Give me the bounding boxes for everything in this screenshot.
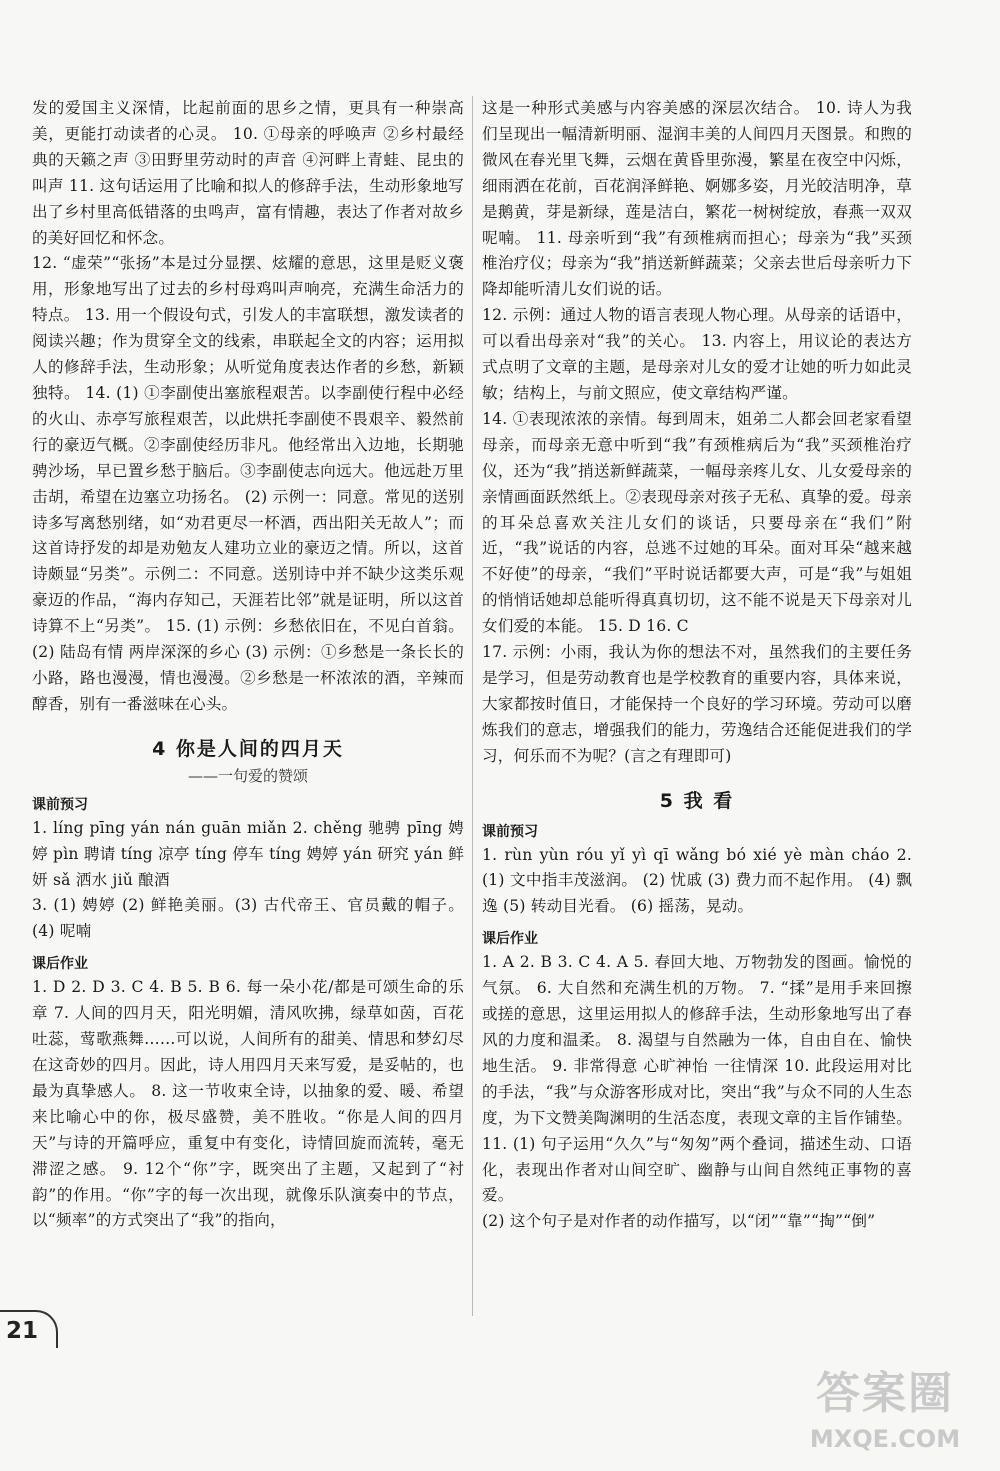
preview-label: 课前预习 [482, 823, 538, 840]
watermark-url: MXQE.COM [809, 1425, 961, 1453]
right-paragraph: 12. 示例：通过人物的语言表现人物心理。从母亲的话语中，可以看出母亲对“我”的关心。 13. 内容上，用议论的表达方式点明了文章的主题，是母亲对儿女的爱才让她的听力如此灵敏；结构上，与前文照应，使文章结构严谨。 [482, 306, 912, 402]
homework-label: 课后作业 [482, 931, 538, 948]
page-number: 21 [0, 1310, 58, 1348]
right-column [482, 96, 912, 1235]
homework-paragraph: (2) 这个句子是对作者的动作描写，以“闭”“靠”“掏”“倒” [482, 1212, 876, 1231]
preview-paragraph: 1. líng pīng yán nán guān miǎn 2. chěng 驰骋 pīng 娉婷 pìn 聘请 tíng 凉亭 tíng 停车 tíng 娉婷 yán 研究 yán 鲜妍 sǎ 洒水 jiǔ 酿酒 [32, 818, 464, 889]
homework-label: 课后作业 [32, 956, 88, 973]
homework-paragraph: 1. D 2. D 3. C 4. B 5. B 6. 每一朵小花/都是可颂生命的乐章 7. 人间的四月天，阳光明媚，清风吹拂，绿草如茵，百花吐蕊，莺歌燕舞……可以说，人间所有的甜美、情思和梦幻尽在这奇妙的四月。因此，诗人用四月天来写爱，是妥帖的，也最为真挚感人。 8. 这一节收束全诗，以抽象的爱、暖、希望来比喻心中的你，极尽盛赞，美不胜收。“你是人间的四月天”与诗的开篇呼应，重复中有变化，诗情回旋而流转，毫无滞涩之感。 9. 12个“你”字，既突出了主题，又起到了“衬韵”的作用。“你”字的每一次出现，就像乐队演奏中的节点，以“频率”的方式突出了“我”的指向， [32, 978, 464, 1230]
lesson-4-title: 4 你是人间的四月天 [152, 737, 344, 760]
right-paragraph: 17. 示例：小雨，我认为你的想法不对，虽然我们的主要任务是学习，但是劳动教育也是学校教育的重要内容，具体来说，大家都按时值日，才能保持一个良好的学习环境。劳动可以磨炼我们的意志，增强我们的能力，劳逸结合还能促进我们的学习，何乐而不为呢？(言之有理即可) [482, 643, 912, 765]
homework-paragraph: 1. A 2. B 3. C 4. A 5. 春回大地、万物勃发的图画。愉悦的气氛。 6. 大自然和充满生机的万物。 7. “揉”是用手来回擦或搓的意思，这里运用拟人的修辞手法，生动形象地写出了春风的力度和温柔。 8. 渴望与自然融为一体，自由自在、愉快地生活。 9. 非常得意 心旷神怡 一往情深 10. 此段运用对比的手法，“我”与众游客形成对比，突出“我”与众不同的人生态度，为下文赞美陶渊明的生活态度，表现文章的主旨作铺垫。 11. (1) 句子运用“久久”与“匆匆”两个叠词，描述生动、口语化，表现出作者对山间空旷、幽静与山间自然纯正事物的喜爱。 [482, 953, 912, 1205]
preview-label: 课前预习 [32, 796, 88, 813]
right-paragraph: 14. ①表现浓浓的亲情。每到周末，姐弟二人都会回老家看望母亲，而母亲无意中听到“我”有颈椎病后为“我”买颈椎治疗仪，还为“我”捎送新鲜蔬菜，一幅母亲疼儿女、儿女爱母亲的亲情画面跃然纸上。②表现母亲对孩子无私、真挚的爱。母亲的耳朵总喜欢关注儿女们的谈话，只要母亲在“我们”附近，“我”说话的内容，总逃不过她的耳朵。面对耳朵“越来越不好使”的母亲，“我们”平时说话都要大声，可是“我”与姐姐的悄悄话她却总能听得真真切切，这不能不说是天下母亲对儿女们爱的本能。 15. D 16. C [482, 409, 912, 636]
right-paragraph: 这是一种形式美感与内容美感的深层次结合。 10. 诗人为我们呈现出一幅清新明丽、湿润丰美的人间四月天图景。和煦的微风在春光里飞舞，云烟在黄昏里弥漫，繁星在夜空中闪烁，细雨洒在花前，百花润泽鲜艳、婀娜多姿，月光皎洁明净，草是鹅黄，芽是新绿，莲是洁白，繁花一树树绽放，春燕一双双呢喃。 11. 母亲听到“我”有颈椎病而担心；母亲为“我”买颈椎治疗仪；母亲为“我”捎送新鲜蔬菜；父亲去世后母亲听力下降却能听清儿女们说的话。 [482, 99, 912, 299]
preview-paragraph: 3. (1) 娉婷 (2) 鲜艳美丽。(3) 古代帝王、官员戴的帽子。 (4) 呢喃 [32, 896, 464, 941]
lesson-4-subtitle: ——一句爱的赞颂 [187, 766, 308, 785]
watermark-text: 答案圈 [816, 1368, 954, 1419]
preview-paragraph: 1. rùn yùn róu yǐ yì qī wǎng bó xié yè màn cháo 2. (1) 文中指丰茂滋润。 (2) 忧戚 (3) 费力而不起作用。 (4) 飘逸 (5) 转动目光看。 (6) 摇荡，晃动。 [482, 845, 912, 916]
left-column [32, 96, 464, 1234]
left-paragraph: 12. “虚荣”“张扬”本是过分显摆、炫耀的意思，这里是贬义褒用，形象地写出了过去的乡村母鸡叫声响亮，充满生命活力的特点。 13. 用一个假设句式，引发人的丰富联想，激发读者的阅读兴趣；作为贯穿全文的线索，串联起全文的内容；运用拟人的修辞手法，生动形象；从听觉角度表达作者的乡愁，新颖独特。 14. (1) ①李副使出塞旅程艰苦。以李副使行程中必经的火山、赤亭写旅程艰苦，以此烘托李副使不畏艰辛、毅然前行的豪迈气概。②李副使经历非凡。他经常出入边地，长期驰骋沙场，早已置乡愁于脑后。③李副使志向远大。他远赴万里击胡，希望在边塞立功扬名。 (2) 示例一：同意。常见的送别诗多写离愁别绪，如“劝君更尽一杯酒，西出阳关无故人”；而这首诗抒发的却是劝勉友人建功立业的豪迈之情。所以，这首诗颇显“另类”。示例二：不同意。送别诗中并不缺少这类乐观豪迈的作品，“海内存知己，天涯若比邻”就是证明，所以这首诗算不上“另类”。 15. (1) 示例：乡愁依旧在，不见白首翁。 (2) 陆岛有情 两岸深深的乡心 (3) 示例：①乡愁是一条长长的小路，路也漫漫，情也漫漫。②乡愁是一杯浓浓的酒，辛辣而醇香，别有一番滋味在心头。 [32, 254, 464, 713]
left-paragraph: 发的爱国主义深情，比起前面的思乡之情，更具有一种崇高美，更能打动读者的心灵。 10. ①母亲的呼唤声 ②乡村最经典的天籁之声 ③田野里劳动时的声音 ④河畔上青蛙、昆虫的叫声 11. 这句话运用了比喻和拟人的修辞手法，生动形象地写出了乡村里高低错落的虫鸣声，富有情趣，表达了作者对故乡的美好回忆和怀念。 [32, 99, 464, 247]
column-divider [472, 96, 473, 1316]
lesson-5-title: 5 我 看 [659, 789, 735, 812]
watermark-logo [790, 1363, 980, 1463]
